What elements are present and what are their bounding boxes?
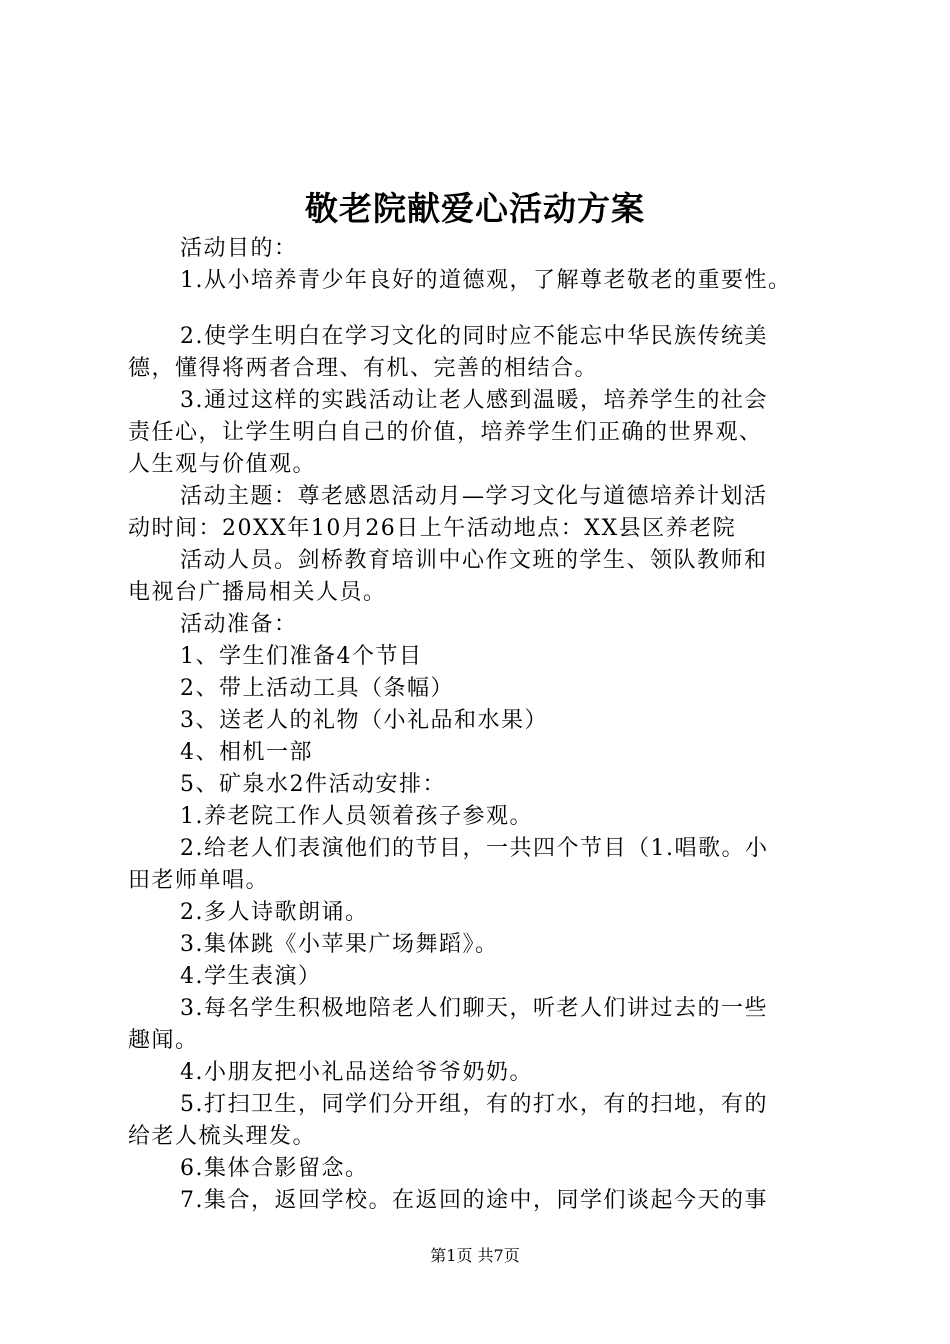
- paragraph-line: 田老师单唱。: [128, 868, 270, 893]
- list-item: 6.集体合影留念。: [180, 1156, 369, 1181]
- list-item: 5、矿泉水2件活动安排：: [180, 772, 446, 797]
- paragraph-line: 动时间：20XX年10月26日上午活动地点：XX县区养老院: [128, 516, 737, 541]
- list-item: 2.多人诗歌朗诵。: [180, 900, 369, 925]
- paragraph-line: 活动人员。剑桥教育培训中心作文班的学生、领队教师和: [180, 548, 768, 573]
- list-item: 3.集体跳《小苹果广场舞蹈》。: [180, 932, 499, 957]
- paragraph-line: 1.从小培养青少年良好的道德观，了解尊老敬老的重要性。: [180, 268, 792, 293]
- paragraph-line: 给老人梳头理发。: [128, 1124, 317, 1149]
- paragraph-line: 活动目的：: [180, 236, 298, 261]
- list-item: 1.养老院工作人员领着孩子参观。: [180, 804, 533, 829]
- paragraph-line: 活动准备：: [180, 612, 298, 637]
- page-footer: 第1页 共7页: [430, 1246, 520, 1265]
- blank-line: [128, 297, 840, 321]
- document-body: [128, 233, 840, 1217]
- paragraph-line: 德，懂得将两者合理、有机、完善的相结合。: [128, 356, 599, 381]
- list-item: 4.小朋友把小礼品送给爷爷奶奶。: [180, 1060, 533, 1085]
- paragraph-line: 电视台广播局相关人员。: [128, 580, 387, 605]
- list-item: 4、相机一部: [180, 740, 313, 765]
- list-item: 7.集合，返回学校。在返回的途中，同学们谈起今天的事: [180, 1188, 768, 1213]
- paragraph-line: 趣闻。: [128, 1028, 199, 1053]
- list-item: 1、学生们准备4个节目: [180, 644, 423, 669]
- document-title: 敬老院献爱心活动方案: [305, 189, 645, 228]
- paragraph-line: 3.通过这样的实践活动让老人感到温暖，培养学生的社会: [180, 388, 768, 413]
- list-item: 2、带上活动工具（条幅）: [180, 676, 454, 701]
- paragraph-line: 人生观与价值观。: [128, 452, 317, 477]
- paragraph-line: 活动主题：尊老感恩活动月—学习文化与道德培养计划活: [180, 484, 768, 509]
- list-item: 2.给老人们表演他们的节目，一共四个节目（1.唱歌。小: [180, 836, 769, 861]
- list-item: 3、送老人的礼物（小礼品和水果）: [180, 708, 548, 733]
- paragraph-line: 责任心，让学生明白自己的价值，培养学生们正确的世界观、: [128, 420, 763, 445]
- list-item: 4.学生表演）: [180, 964, 322, 989]
- list-item: 3.每名学生积极地陪老人们聊天，听老人们讲过去的一些: [180, 996, 768, 1021]
- paragraph-line: 2.使学生明白在学习文化的同时应不能忘中华民族传统美: [180, 324, 768, 349]
- list-item: 5.打扫卫生，同学们分开组，有的打水，有的扫地，有的: [180, 1092, 768, 1117]
